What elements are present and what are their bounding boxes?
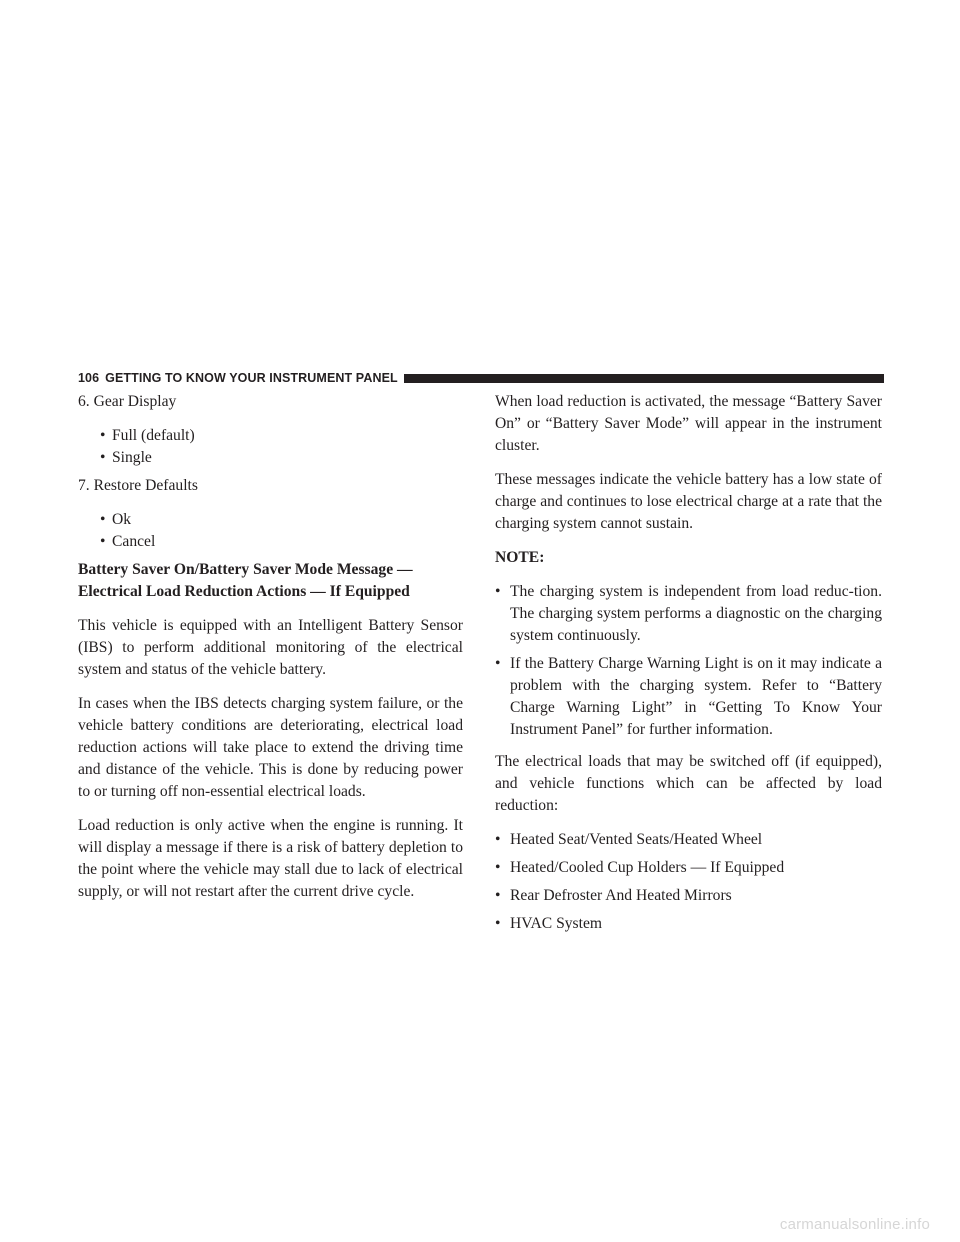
page-header — [78, 371, 884, 385]
left-column — [78, 391, 463, 915]
section-heading: Battery Saver On/Battery Saver Mode Message — Electrical Load Reduction Actions — If Equipped — [78, 561, 413, 600]
paragraph: In cases when the IBS detects charging system failure, or the vehicle battery conditions are deteriorating, electrical load reduction actions will take place to extend the driving time and distance of the vehicle. This is done by reducing power to or turning off non-essential electrical loads. — [78, 695, 463, 800]
paragraph: When load reduction is activated, the message “Battery Saver On” or “Battery Saver Mode” will appear in the instrument cluster. — [495, 393, 882, 454]
note-bullets — [495, 581, 882, 741]
right-column — [495, 391, 882, 945]
header-rule — [404, 374, 884, 383]
gear-display-title: 6. Gear Display — [78, 393, 177, 410]
restore-defaults-options — [78, 509, 463, 553]
paragraph: Load reduction is only active when the engine is running. It will display a message if there is a risk of battery depletion to the point where the vehicle may stall due to lack of electrical supply, or will not restart after the current drive cycle. — [78, 817, 463, 900]
list-item: • Heated/Cooled Cup Holders — If Equipped — [495, 857, 882, 879]
list-item: • Full (default) — [100, 425, 463, 447]
list-item: • Single — [100, 447, 463, 469]
list-item: • Cancel — [100, 531, 463, 553]
page-number: 106 — [78, 371, 100, 385]
list-item: • Rear Defroster And Heated Mirrors — [495, 885, 882, 907]
list-item: • If the Battery Charge Warning Light is on it may indicate a problem with the charging system. Refer to “Battery Charge Warning Light” in “Getting To Know Your Instrument Panel” for further information. — [495, 653, 882, 741]
gear-display-options — [78, 425, 463, 469]
paragraph: These messages indicate the vehicle battery has a low state of charge and continues to lose electrical charge at a rate that the charging system cannot sustain. — [495, 471, 882, 532]
paragraph: This vehicle is equipped with an Intelligent Battery Sensor (IBS) to perform additional monitoring of the electrical system and status of the vehicle battery. — [78, 617, 463, 678]
list-item: • HVAC System — [495, 913, 882, 935]
load-bullets — [495, 829, 882, 935]
list-item: • Heated Seat/Vented Seats/Heated Wheel — [495, 829, 882, 851]
section-title: GETTING TO KNOW YOUR INSTRUMENT PANEL — [105, 371, 398, 385]
paragraph: The electrical loads that may be switched off (if equipped), and vehicle functions which can be affected by load reduction: — [495, 753, 882, 814]
list-item: • Ok — [100, 509, 463, 531]
watermark: carmanualsonline.info — [779, 1216, 930, 1233]
note-label: NOTE: — [495, 549, 545, 566]
restore-defaults-title: 7. Restore Defaults — [78, 477, 198, 494]
list-item: • The charging system is independent from load reduc-tion. The charging system performs a diagnostic on the charging system continuously. — [495, 581, 882, 647]
